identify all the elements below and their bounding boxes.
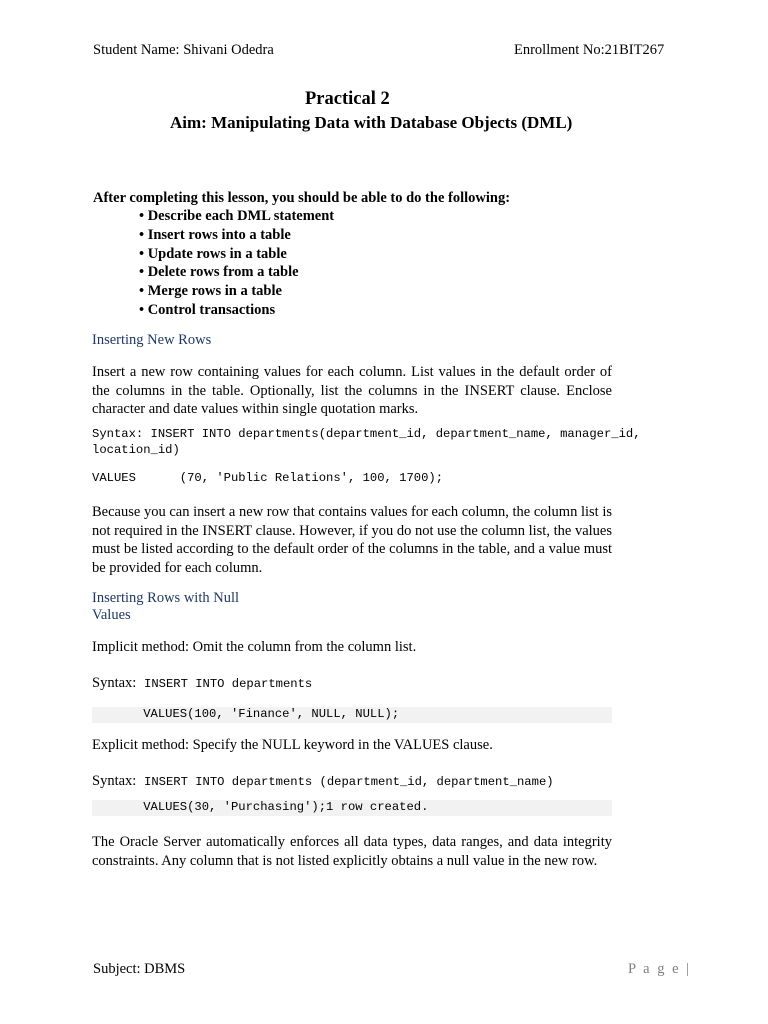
student-name: Student Name: Shivani Odedra [93, 42, 274, 58]
syntax-code: INSERT INTO departments (department_id, department_name) [144, 775, 554, 789]
footer-subject: Subject: DBMS [93, 961, 186, 977]
section-heading-inserting-new-rows: Inserting New Rows [92, 332, 212, 348]
section-heading-null-values: Inserting Rows with Null [92, 590, 240, 606]
explicit-method-text: Explicit method: Specify the NULL keyword in the VALUES clause. [92, 737, 493, 753]
objective-item: • Update rows in a table [139, 245, 334, 264]
objectives-list [139, 207, 334, 320]
objective-item: • Delete rows from a table [139, 263, 334, 282]
values-code: VALUES(100, 'Finance', NULL, NULL); [92, 707, 612, 723]
aim-title: Aim: Manipulating Data with Database Objects (DML) [170, 113, 573, 132]
section-heading-null-values-cont: Values [92, 607, 131, 623]
insert-paragraph: Insert a new row containing values for each column. List values in the default order of the columns in the table. Optionally, list the columns in the INSERT clause. Enclose character and date values within single quotation marks. [92, 364, 612, 418]
practical-title: Practical 2 [305, 89, 390, 109]
values-line: VALUES (70, 'Public Relations', 100, 1700); [92, 471, 444, 485]
objective-item: • Describe each DML statement [139, 207, 334, 226]
syntax-code: INSERT INTO departments [144, 677, 313, 691]
syntax-line: location_id) [92, 443, 180, 457]
objective-item: • Merge rows in a table [139, 282, 334, 301]
syntax-line: Syntax: INSERT INTO departments(department_id, department_name, manager_id, [92, 427, 641, 441]
implicit-method-text: Implicit method: Omit the column from the column list. [92, 639, 417, 655]
objective-item: • Insert rows into a table [139, 226, 334, 245]
syntax-label: Syntax: [92, 773, 137, 789]
enrollment-number: Enrollment No:21BIT267 [514, 42, 665, 58]
column-list-paragraph: Because you can insert a new row that contains values for each column, the column list is not required in the INSERT clause. However, if you do not use the column list, the values must be listed according to the default order of the columns in the table, and a value must be provided for each column. [92, 504, 612, 576]
oracle-server-paragraph: The Oracle Server automatically enforces all data types, data ranges, and data integrity constraints. Any column that is not listed explicitly obtains a null value in the new row. [92, 834, 612, 869]
values-code: VALUES(30, 'Purchasing');1 row created. [92, 800, 612, 816]
objective-item: • Control transactions [139, 301, 334, 320]
footer-page-label: P a g e | [628, 961, 692, 977]
objectives-intro: After completing this lesson, you should be able to do the following: [93, 190, 511, 206]
syntax-label: Syntax: [92, 675, 137, 691]
